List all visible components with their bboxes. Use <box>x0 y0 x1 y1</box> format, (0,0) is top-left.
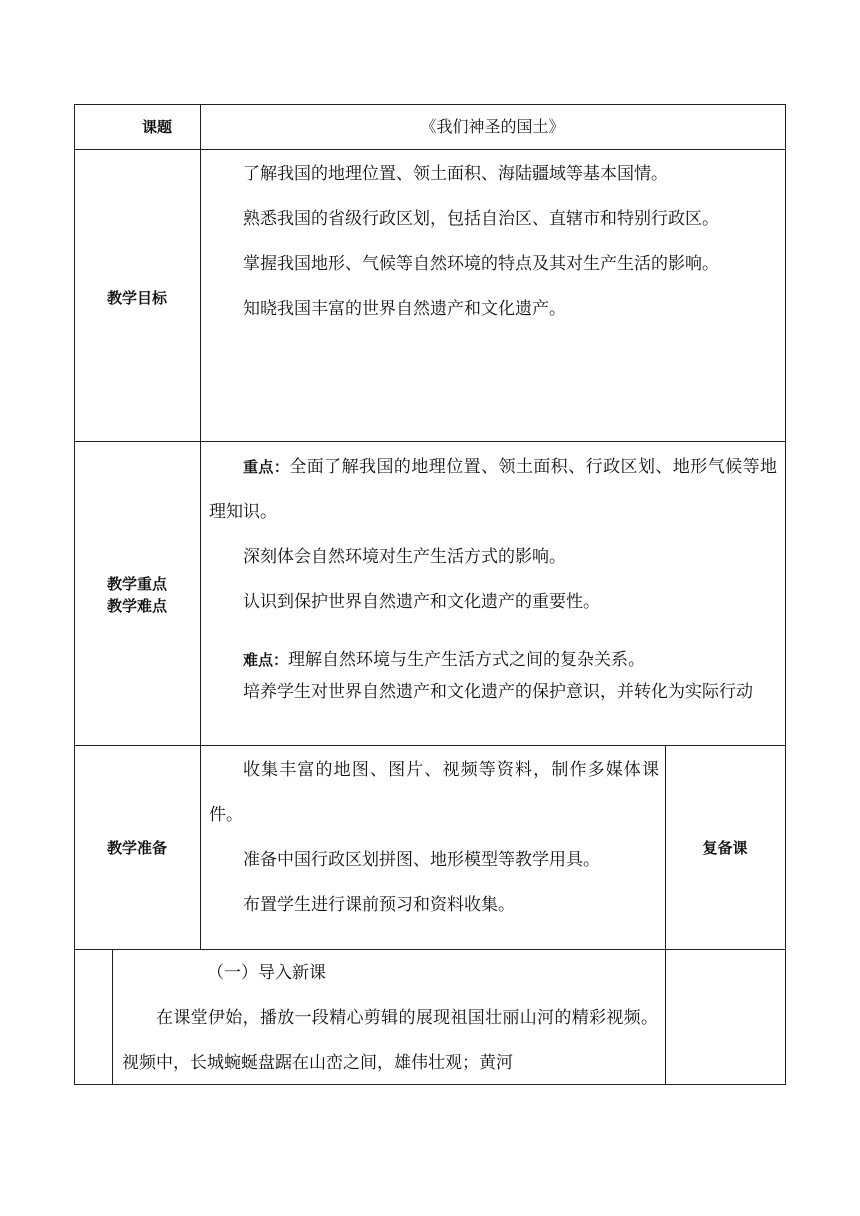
objective-item: 了解我国的地理位置、领土面积、海陆疆域等基本国情。 <box>243 164 668 184</box>
key-point-prefix: 重点： <box>243 458 290 476</box>
difficult-point-item: 培养学生对世界自然遗产和文化遗产的保护意识，并转化为实际行动 <box>243 682 753 702</box>
process-section-title: （一）导入新课 <box>207 963 326 983</box>
row-divider <box>74 149 786 150</box>
table-border-top <box>74 104 786 105</box>
row-divider <box>74 949 786 950</box>
difficult-points-label-line: 教学难点 <box>106 597 167 615</box>
key-point-item: 认识到保护世界自然遗产和文化遗产的重要性。 <box>243 592 600 612</box>
column-divider <box>665 745 666 1085</box>
objectives-content <box>209 152 777 332</box>
objectives-label: 教学目标 <box>106 289 167 307</box>
key-point-item: 深刻体会自然环境对生产生活方式的影响。 <box>243 547 566 567</box>
lesson-plan-table <box>74 104 786 1085</box>
spacer <box>209 625 777 647</box>
preparation-item: 准备中国行政区划拼图、地形模型等教学用具。 <box>243 850 600 870</box>
row-divider <box>74 745 786 746</box>
difficult-point-item: 难点：理解自然环境与生产生活方式之间的复杂关系。 <box>243 650 646 670</box>
key-points-label <box>74 573 200 617</box>
objective-item: 熟悉我国的省级行政区划，包括自治区、直辖市和特别行政区。 <box>243 209 719 229</box>
column-divider <box>200 104 201 949</box>
topic-value: 《我们神圣的国土》 <box>420 117 565 136</box>
row-divider <box>74 441 786 442</box>
review-label: 复备课 <box>702 839 748 857</box>
objective-item: 知晓我国丰富的世界自然遗产和文化遗产。 <box>243 299 566 319</box>
key-point-item: 重点：全面了解我国的地理位置、领土面积、行政区划、地形气候等地理知识。 <box>209 457 777 522</box>
preparation-content <box>209 748 659 928</box>
preparation-item: 收集丰富的地图、图片、视频等资料，制作多媒体课件。 <box>209 760 659 825</box>
process-content <box>122 951 658 1086</box>
preparation-label: 教学准备 <box>106 839 167 857</box>
topic-label: 课题 <box>141 118 172 136</box>
difficult-point-prefix: 难点： <box>243 651 289 669</box>
key-points-content <box>209 445 777 703</box>
objective-item: 掌握我国地形、气候等自然环境的特点及其对生产生活的影响。 <box>243 254 719 274</box>
process-paragraph: 在课堂伊始，播放一段精心剪辑的展现祖国壮丽山河的精彩视频。视频中，长城蜿蜒盘踞在山峦之间，雄伟壮观；黄河 <box>122 1008 658 1073</box>
table-border-right <box>785 104 786 1085</box>
column-divider <box>112 949 113 1085</box>
key-points-label-line: 教学重点 <box>106 575 167 593</box>
preparation-item: 布置学生进行课前预习和资料收集。 <box>243 895 515 915</box>
